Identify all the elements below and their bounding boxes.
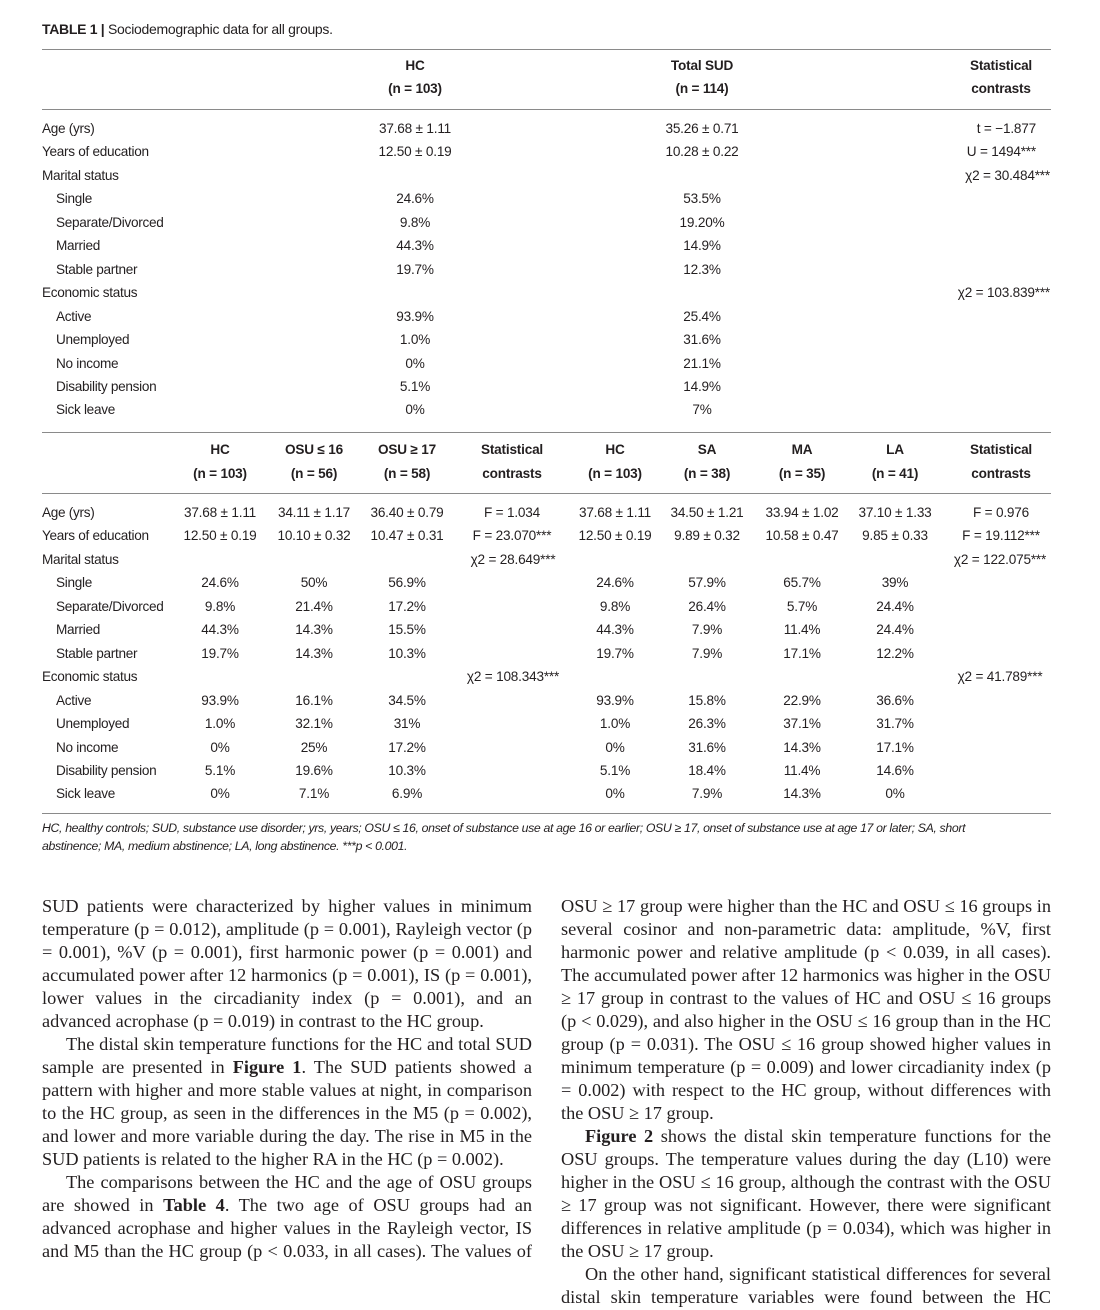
column-header: Statistical bbox=[969, 58, 1033, 73]
paragraph-text: SUD patients were characterized by higher values in minimum temperature (p = 0.012), amplitude (p = 0.001), Rayleigh vector (p = 0.001), %V (p = 0.001), first harmonic power (p = 0.001) and accumulated power after 12 harmonics (p = 0.001), IS (p = 0.001), lower values in the circadianity index (p = 0.001), and an advanced acrophase (p = 0.019) in contrast to the HC group. bbox=[42, 896, 532, 1031]
row-label: Years of education bbox=[42, 144, 149, 160]
cell-value: 36.6% bbox=[876, 692, 914, 708]
cell-value: 93.9% bbox=[201, 692, 239, 708]
cell-hc: 93.9% bbox=[396, 308, 434, 324]
row-label: Separate/Divorced bbox=[56, 598, 164, 614]
cell-value: 14.3% bbox=[295, 622, 333, 638]
body-column-right bbox=[561, 895, 1051, 1309]
cell-hc: 24.6% bbox=[396, 191, 434, 207]
figure-reference-link[interactable]: Figure 2 bbox=[585, 1126, 654, 1146]
cell-value: 0% bbox=[605, 786, 625, 802]
cell-total-sud: 35.26 ± 0.71 bbox=[665, 121, 739, 136]
cell-value: 15.8% bbox=[688, 692, 726, 708]
column-header-n: (n = 35) bbox=[778, 466, 826, 481]
column-header-n: (n = 114) bbox=[675, 81, 729, 96]
column-header-n: (n = 103) bbox=[588, 466, 642, 481]
body-column-left bbox=[42, 895, 532, 1263]
column-header-n: (n = 58) bbox=[383, 466, 431, 481]
cell-value: 93.9% bbox=[596, 692, 634, 708]
cell-value: 14.3% bbox=[783, 739, 821, 755]
table-rule-mid bbox=[42, 432, 1051, 433]
row-label: Single bbox=[56, 575, 92, 591]
cell-value: 25% bbox=[300, 739, 328, 755]
cell-contrast: U = 1494*** bbox=[966, 144, 1036, 160]
column-header: SA bbox=[697, 442, 717, 457]
cell-value: 36.40 ± 0.79 bbox=[370, 505, 444, 520]
row-label: Separate/Divorced bbox=[56, 214, 164, 230]
cell-value: 37.10 ± 1.33 bbox=[858, 505, 932, 520]
table-footnote-line1: HC, healthy controls; SUD, substance use disorder; yrs, years; OSU ≤ 16, onset of substance use at age 16 or earlier; OSU ≥ 17, onset of substance use at age 17 or later; SA, short bbox=[42, 821, 966, 835]
cell-value: 16.1% bbox=[295, 692, 333, 708]
cell-value: 33.94 ± 1.02 bbox=[765, 505, 839, 520]
column-header-n: (n = 103) bbox=[388, 81, 442, 96]
column-header: Statistical bbox=[480, 442, 544, 457]
cell-contrast: χ2 = 30.484*** bbox=[965, 167, 1050, 183]
cell-value: F = 1.034 bbox=[483, 505, 541, 520]
cell-value: 14.6% bbox=[876, 762, 914, 778]
cell-value: 34.5% bbox=[388, 692, 426, 708]
column-header: HC bbox=[605, 442, 625, 457]
figure-reference-link[interactable]: Figure 1 bbox=[232, 1057, 302, 1077]
cell-total-sud: 14.9% bbox=[683, 378, 721, 394]
table-title: Sociodemographic data for all groups. bbox=[104, 21, 333, 37]
cell-value: 12.50 ± 0.19 bbox=[183, 528, 257, 544]
cell-value: χ2 = 28.649*** bbox=[470, 551, 556, 567]
table-rule-bottom bbox=[42, 813, 1051, 814]
row-label: Economic status bbox=[42, 285, 138, 301]
column-header-n: contrasts bbox=[482, 466, 542, 481]
column-header-n: (n = 41) bbox=[871, 466, 919, 481]
paragraph-text: OSU ≥ 17 group were higher than the HC and OSU ≤ 16 groups in several cosinor and non-parametric data: amplitude, %V, first harmonic power and relative amplitude (p < 0.039, in all cases). The accumulated power after 12 harmonics was higher in the OSU ≥ 17 group in contrast to the values of HC and OSU ≤ 16 groups (p < 0.029), and also higher in the OSU ≤ 16 group than in the HC group (p = 0.031). The OSU ≤ 16 group showed higher values in minimum temperature (p = 0.009) and lower circadianity index (p = 0.002) with respect to the HC group, without differences with the OSU ≥ 17 group. bbox=[561, 896, 1051, 1123]
row-label: Stable partner bbox=[56, 645, 138, 661]
paragraph bbox=[561, 1263, 1051, 1309]
column-header-n: (n = 56) bbox=[290, 466, 338, 481]
cell-value: 12.50 ± 0.19 bbox=[578, 528, 652, 544]
cell-value: F = 0.976 bbox=[972, 505, 1030, 520]
cell-value: 17.1% bbox=[876, 739, 914, 755]
cell-hc: 19.7% bbox=[396, 261, 434, 277]
cell-value: 19.7% bbox=[201, 645, 239, 661]
table-rule-header2 bbox=[42, 493, 1051, 494]
column-header: Total SUD bbox=[670, 58, 734, 73]
cell-value: 6.9% bbox=[391, 786, 423, 802]
cell-value: 14.3% bbox=[783, 786, 821, 802]
column-header-n: contrasts bbox=[971, 81, 1031, 96]
paragraph-text: . The two age of OSU groups had an advanced acrophase and higher values in the Rayleigh vector, IS and M5 than the HC group (p < 0.033, in all cases). The values of bbox=[42, 1195, 533, 1261]
cell-value: 7.9% bbox=[691, 786, 723, 802]
cell-value: 57.9% bbox=[688, 575, 726, 591]
cell-value: 9.8% bbox=[599, 598, 631, 614]
cell-value: 0% bbox=[210, 739, 230, 755]
cell-value: 26.3% bbox=[688, 716, 726, 732]
cell-value: 9.89 ± 0.32 bbox=[674, 528, 740, 544]
cell-value: 10.10 ± 0.32 bbox=[277, 528, 351, 544]
cell-value: 37.1% bbox=[783, 716, 821, 732]
cell-total-sud: 31.6% bbox=[683, 332, 721, 348]
cell-value: 56.9% bbox=[388, 575, 426, 591]
cell-contrast: χ2 = 103.839*** bbox=[957, 285, 1050, 301]
row-label: Unemployed bbox=[56, 716, 130, 732]
cell-value: 5.7% bbox=[786, 598, 818, 614]
column-header: HC bbox=[405, 58, 425, 73]
cell-hc: 44.3% bbox=[396, 238, 434, 254]
cell-value: 5.1% bbox=[599, 762, 631, 778]
cell-value: 22.9% bbox=[783, 692, 821, 708]
cell-value: 17.2% bbox=[388, 598, 426, 614]
cell-value: 19.7% bbox=[596, 645, 634, 661]
cell-value: 9.85 ± 0.33 bbox=[862, 528, 928, 544]
table-caption bbox=[42, 21, 333, 37]
cell-value: 1.0% bbox=[599, 716, 631, 732]
paragraph bbox=[42, 895, 532, 1033]
cell-value: 11.4% bbox=[783, 762, 821, 778]
cell-value: 24.4% bbox=[876, 622, 914, 638]
cell-value: 24.6% bbox=[596, 575, 634, 591]
paragraph-text: On the other hand, significant statistical differences for several distal skin temperature variables were found between the HC bbox=[561, 1264, 1051, 1307]
row-label: Marital status bbox=[42, 167, 119, 183]
cell-value: 10.58 ± 0.47 bbox=[765, 528, 839, 544]
cell-value: 24.6% bbox=[201, 575, 239, 591]
row-label: Marital status bbox=[42, 551, 119, 567]
cell-hc: 9.8% bbox=[399, 214, 431, 230]
cell-value: 7.9% bbox=[691, 645, 723, 661]
cell-value: 32.1% bbox=[295, 716, 333, 732]
paragraph-text: . The SUD patients showed a pattern with higher and more stable values at night, in comparison to the HC group, as seen in the differences in the M5 (p = 0.002), and lower and more variable during the day. The rise in M5 in the SUD patients is related to the higher RA in the HC (p = 0.002). bbox=[42, 1057, 532, 1169]
row-label: Economic status bbox=[42, 669, 138, 685]
cell-total-sud: 10.28 ± 0.22 bbox=[665, 144, 739, 160]
table-rule-header bbox=[42, 109, 1051, 110]
cell-value: 26.4% bbox=[688, 598, 726, 614]
cell-value: 5.1% bbox=[204, 762, 236, 778]
paragraph bbox=[42, 1033, 532, 1171]
cell-value: 17.1% bbox=[783, 645, 821, 661]
column-header: MA bbox=[791, 442, 813, 457]
row-label: Age (yrs) bbox=[42, 121, 95, 136]
cell-hc: 0% bbox=[405, 355, 425, 371]
cell-value: 0% bbox=[605, 739, 625, 755]
cell-value: 50% bbox=[300, 575, 328, 591]
column-header: LA bbox=[886, 442, 904, 457]
cell-value: 44.3% bbox=[201, 622, 239, 638]
row-label: Sick leave bbox=[56, 786, 115, 802]
cell-value: 39% bbox=[881, 575, 909, 591]
paragraph bbox=[42, 1171, 532, 1263]
row-label: No income bbox=[56, 739, 119, 755]
row-label: Unemployed bbox=[56, 332, 130, 348]
cell-value: 34.11 ± 1.17 bbox=[277, 505, 351, 520]
row-label: Married bbox=[56, 622, 100, 638]
cell-value: F = 19.112*** bbox=[962, 528, 1040, 544]
paragraph bbox=[561, 1125, 1051, 1263]
table-footnote-line2: abstinence; MA, medium abstinence; LA, long abstinence. ***p < 0.001. bbox=[42, 839, 408, 853]
cell-value: 31% bbox=[393, 716, 421, 732]
cell-hc: 0% bbox=[405, 402, 425, 418]
cell-total-sud: 19.20% bbox=[679, 214, 725, 230]
cell-value: 9.8% bbox=[204, 598, 236, 614]
cell-value: F = 23.070*** bbox=[472, 528, 552, 544]
column-header-n: (n = 103) bbox=[193, 466, 247, 481]
cell-value: 15.5% bbox=[388, 622, 426, 638]
column-header-n: contrasts bbox=[971, 466, 1031, 481]
cell-value: 17.2% bbox=[388, 739, 426, 755]
row-label: Disability pension bbox=[56, 762, 157, 778]
row-label: Married bbox=[56, 238, 100, 254]
row-label: Single bbox=[56, 191, 92, 207]
cell-value: 21.4% bbox=[295, 598, 333, 614]
row-label: Active bbox=[56, 308, 92, 324]
column-header: HC bbox=[210, 442, 230, 457]
cell-value: 1.0% bbox=[204, 716, 236, 732]
cell-total-sud: 14.9% bbox=[683, 238, 721, 254]
cell-value: 44.3% bbox=[596, 622, 634, 638]
cell-value: 65.7% bbox=[783, 575, 821, 591]
cell-hc: 12.50 ± 0.19 bbox=[378, 144, 452, 160]
table-rule-top bbox=[42, 49, 1051, 50]
cell-total-sud: 53.5% bbox=[683, 191, 721, 207]
column-header-n: (n = 38) bbox=[683, 466, 731, 481]
cell-value: 31.7% bbox=[876, 716, 914, 732]
cell-hc: 37.68 ± 1.11 bbox=[378, 121, 452, 136]
cell-value: 10.3% bbox=[388, 645, 426, 661]
cell-value: 19.6% bbox=[295, 762, 333, 778]
paragraph-text: The distal skin temperature functions for the HC and total SUD sample are presented in bbox=[42, 1034, 532, 1077]
cell-value: 37.68 ± 1.11 bbox=[183, 505, 257, 520]
cell-value: 0% bbox=[885, 786, 905, 802]
cell-total-sud: 7% bbox=[692, 402, 712, 418]
cell-value: 10.3% bbox=[388, 762, 426, 778]
cell-value: 7.9% bbox=[691, 622, 723, 638]
column-header: Statistical bbox=[969, 442, 1033, 457]
figure-reference-link[interactable]: Table 4 bbox=[163, 1195, 225, 1215]
row-label: Disability pension bbox=[56, 378, 157, 394]
cell-hc: 5.1% bbox=[399, 378, 431, 394]
table-label: TABLE 1 | bbox=[42, 21, 105, 37]
paragraph-text: The comparisons between the HC and the age of OSU groups are showed in bbox=[42, 1172, 532, 1215]
cell-value: χ2 = 108.343*** bbox=[466, 669, 560, 685]
row-label: No income bbox=[56, 355, 119, 371]
cell-value: 18.4% bbox=[688, 762, 726, 778]
column-header: OSU ≤ 16 bbox=[285, 442, 343, 457]
row-label: Active bbox=[56, 692, 92, 708]
row-label: Age (yrs) bbox=[42, 505, 95, 520]
paragraph-text: shows the distal skin temperature functions for the OSU groups. The temperature values during the day (L10) were higher in the OSU ≤ 16 group, although the contrast with the OSU ≥ 17 group was not significant. However, there were significant differences in relative amplitude (p = 0.034), which was higher in the OSU ≥ 17 group. bbox=[561, 1126, 1051, 1261]
cell-value: 10.47 ± 0.31 bbox=[370, 528, 444, 544]
cell-value: χ2 = 122.075*** bbox=[953, 551, 1047, 567]
cell-value: 11.4% bbox=[783, 622, 821, 638]
cell-hc: 1.0% bbox=[399, 332, 431, 348]
cell-value: 7.1% bbox=[298, 786, 330, 802]
column-header: OSU ≥ 17 bbox=[378, 442, 436, 457]
row-label: Years of education bbox=[42, 528, 149, 544]
cell-total-sud: 21.1% bbox=[683, 355, 721, 371]
cell-value: χ2 = 41.789*** bbox=[957, 669, 1043, 685]
cell-value: 0% bbox=[210, 786, 230, 802]
cell-value: 34.50 ± 1.21 bbox=[670, 505, 744, 520]
cell-value: 14.3% bbox=[295, 645, 333, 661]
cell-contrast: t = −1.877 bbox=[976, 121, 1036, 136]
cell-value: 37.68 ± 1.11 bbox=[578, 505, 652, 520]
row-label: Stable partner bbox=[56, 261, 138, 277]
cell-total-sud: 12.3% bbox=[683, 261, 721, 277]
cell-total-sud: 25.4% bbox=[683, 308, 721, 324]
cell-value: 12.2% bbox=[876, 645, 914, 661]
row-label: Sick leave bbox=[56, 402, 115, 418]
paragraph bbox=[561, 895, 1051, 1125]
cell-value: 24.4% bbox=[876, 598, 914, 614]
cell-value: 31.6% bbox=[688, 739, 726, 755]
